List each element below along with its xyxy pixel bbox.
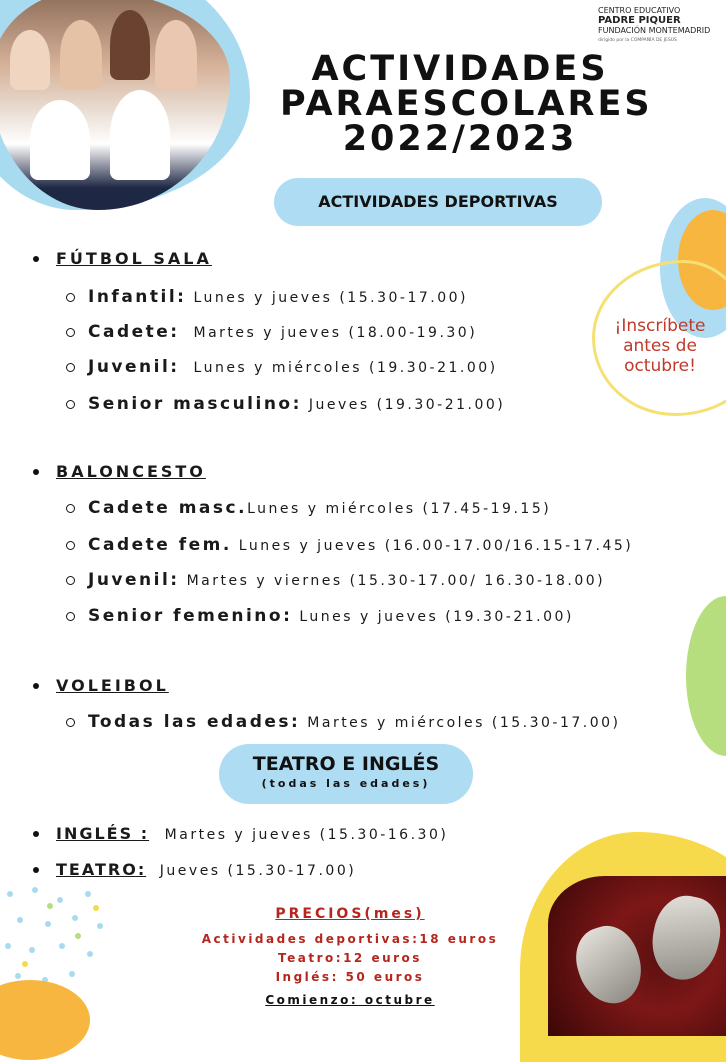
logo-line: dirigido por la COMPAÑÍA DE JESÚS (598, 38, 677, 43)
list-item: Senior femenino: Lunes y jueves (19.30-21.00) (66, 606, 574, 626)
futbol-heading: FÚTBOL SALA (34, 249, 212, 268)
school-logo (598, 6, 716, 46)
baloncesto-heading: BALONCESTO (34, 462, 206, 481)
list-item: Cadete masc.Lunes y miércoles (17.45-19.15) (66, 498, 551, 518)
logo-line: CENTRO EDUCATIVO (598, 6, 681, 15)
signup-callout: ¡Inscríbete antes de octubre! (614, 316, 706, 376)
price-line: Teatro:12 euros (278, 951, 422, 965)
price-line: Inglés: 50 euros (275, 970, 425, 984)
logo-line: FUNDACIÓN MONTEMADRID (598, 26, 711, 35)
prices-heading: PRECIOS(mes) (275, 906, 425, 922)
start-date: Comienzo: octubre (265, 993, 435, 1007)
sports-section-pill: ACTIVIDADES DEPORTIVAS (274, 178, 602, 226)
page-title: ACTIVIDADES PARAESCOLARES 2022/2023 (280, 49, 653, 159)
list-item: Juvenil: Martes y viernes (15.30-17.00/ 16.30-18.00) (66, 570, 605, 590)
ingles-row: INGLÉS : Martes y jueves (15.30-16.30) (34, 824, 448, 843)
logo-name: PADRE PIQUER (598, 15, 681, 26)
pill-title: TEATRO E INGLÉS (252, 753, 440, 775)
list-item: Senior masculino: Jueves (19.30-21.00) (66, 394, 505, 414)
list-item: Todas las edades: Martes y miércoles (15.30-17.00) (66, 712, 621, 732)
list-item: Cadete fem. Lunes y jueves (16.00-17.00/16.15-17.45) (66, 535, 633, 555)
price-line: Actividades deportivas:18 euros (201, 932, 499, 946)
voleibol-heading: VOLEIBOL (34, 676, 169, 695)
teatro-ingles-pill (219, 744, 473, 804)
decorative-blob (686, 596, 726, 756)
pill-subtitle: (todas las edades) (261, 777, 431, 790)
list-item: Cadete: Martes y jueves (18.00-19.30) (66, 322, 477, 342)
teatro-row: TEATRO: Jueves (15.30-17.00) (34, 860, 356, 879)
list-item: Juvenil: Lunes y miércoles (19.30-21.00) (66, 357, 498, 377)
theater-masks-image (548, 876, 726, 1036)
list-item: Infantil: Lunes y jueves (15.30-17.00) (66, 287, 468, 307)
